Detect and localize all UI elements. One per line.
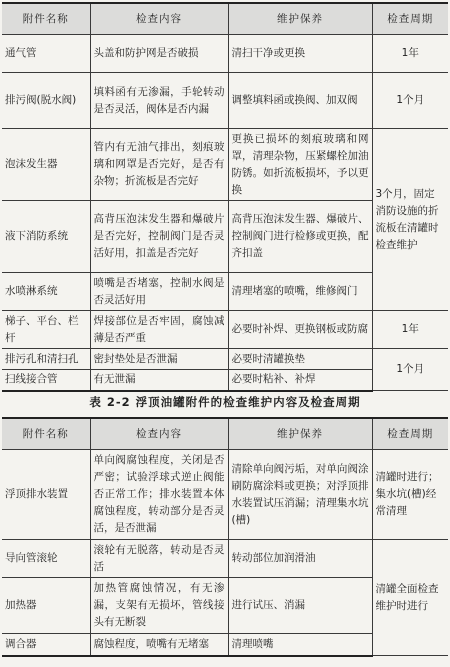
header-name: 附件名称 [2, 3, 90, 35]
cell-name: 液下消防系统 [2, 201, 90, 273]
table-floating-roof-accessories [2, 417, 448, 657]
cell-name: 浮顶排水装置 [2, 450, 90, 540]
cell-check: 滚轮有无脱落，转动是否灵活 [90, 540, 228, 578]
cell-period: 1个月 [372, 349, 448, 391]
cell-maint: 必要时补焊、更换钢板或防腐 [228, 311, 372, 349]
cell-maint: 清理喷嘴 [228, 634, 372, 656]
cell-maint: 必要时清罐换垫 [228, 349, 372, 370]
cell-name: 通气管 [2, 35, 90, 73]
cell-maint: 高背压泡沫发生器、爆破片、控制阀门进行检修或更换，配齐扣盖 [228, 201, 372, 273]
table-row [2, 129, 448, 201]
cell-period: 1个月 [372, 73, 448, 129]
cell-period: 1年 [372, 35, 448, 73]
cell-check: 腐蚀程度，喷嘴有无堵塞 [90, 634, 228, 656]
header-name: 附件名称 [2, 418, 90, 450]
table-row [2, 35, 448, 73]
cell-check: 密封垫处是否泄漏 [90, 349, 228, 370]
cell-check: 加热管腐蚀情况，有无渗漏，支架有无损坏，管线接头有无断裂 [90, 578, 228, 634]
cell-maint: 转动部位加润滑油 [228, 540, 372, 578]
cell-maint: 清理堵塞的喷嘴，维修阀门 [228, 273, 372, 311]
table-row [2, 349, 448, 370]
table-header-row [2, 418, 448, 450]
cell-period: 1年 [372, 311, 448, 349]
cell-maint: 进行试压、消漏 [228, 578, 372, 634]
table-header-row [2, 3, 448, 35]
cell-maint: 更换已损坏的刻痕玻璃和网罩，清理杂物，压紧螺栓加油防锈。如折流板损坏，予以更换 [228, 129, 372, 201]
header-maint: 维护保养 [228, 418, 372, 450]
table-row [2, 73, 448, 129]
cell-name: 水喷淋系统 [2, 273, 90, 311]
cell-period: 清罐全面检查维护时进行 [372, 540, 448, 656]
cell-check: 管内有无油气排出，刻痕玻璃和网罩是否完好，是否有杂物；折流板是否完好 [90, 129, 228, 201]
header-maint: 维护保养 [228, 3, 372, 35]
table-row [2, 450, 448, 540]
header-check: 检查内容 [90, 3, 228, 35]
cell-period: 3个月，固定消防设施的折流板在清罐时检查维护 [372, 129, 448, 311]
table-caption: 表 2-2 浮顶油罐附件的检查维护内容及检查周期 [89, 395, 361, 409]
cell-name: 扫线接合管 [2, 370, 90, 391]
cell-name: 加热器 [2, 578, 90, 634]
cell-check: 有无泄漏 [90, 370, 228, 391]
table-tank-accessories [2, 2, 448, 392]
cell-name: 梯子、平台、栏杆 [2, 311, 90, 349]
table-row [2, 540, 448, 578]
cell-check: 头盖和防护网是否破损 [90, 35, 228, 73]
cell-name: 导向管滚轮 [2, 540, 90, 578]
cell-maint: 必要时粘补、补焊 [228, 370, 372, 391]
cell-check: 单向阀腐蚀程度，关闭是否严密；试验浮球式逆止阀能否正常工作；排水装置本体腐蚀程度，转动部分是否灵活，是否泄漏 [90, 450, 228, 540]
cell-maint: 清扫干净或更换 [228, 35, 372, 73]
cell-check: 填料函有无渗漏，手轮转动是否灵活，阀体是否内漏 [90, 73, 228, 129]
cell-maint: 调整填料函或换阀、加双阀 [228, 73, 372, 129]
cell-name: 泡沫发生器 [2, 129, 90, 201]
cell-check: 高背压泡沫发生器和爆破片是否完好，控制阀门是否灵活好用，扣盖是否完好 [90, 201, 228, 273]
cell-name: 排污孔和清扫孔 [2, 349, 90, 370]
cell-check: 焊接部位是否牢固，腐蚀减薄是否严重 [90, 311, 228, 349]
cell-check: 喷嘴是否堵塞，控制水阀是否灵活好用 [90, 273, 228, 311]
header-period: 检查周期 [372, 3, 448, 35]
table-row [2, 311, 448, 349]
cell-name: 调合器 [2, 634, 90, 656]
header-check: 检查内容 [90, 418, 228, 450]
header-period: 检查周期 [372, 418, 448, 450]
cell-name: 排污阀(脱水阀) [2, 73, 90, 129]
cell-maint: 清除单向阀污垢，对单向阀涂刷防腐涂料或更换；对浮顶排水装置试压消漏；清理集水坑(槽) [228, 450, 372, 540]
cell-period: 清罐时进行；集水坑(槽)经常清理 [372, 450, 448, 540]
